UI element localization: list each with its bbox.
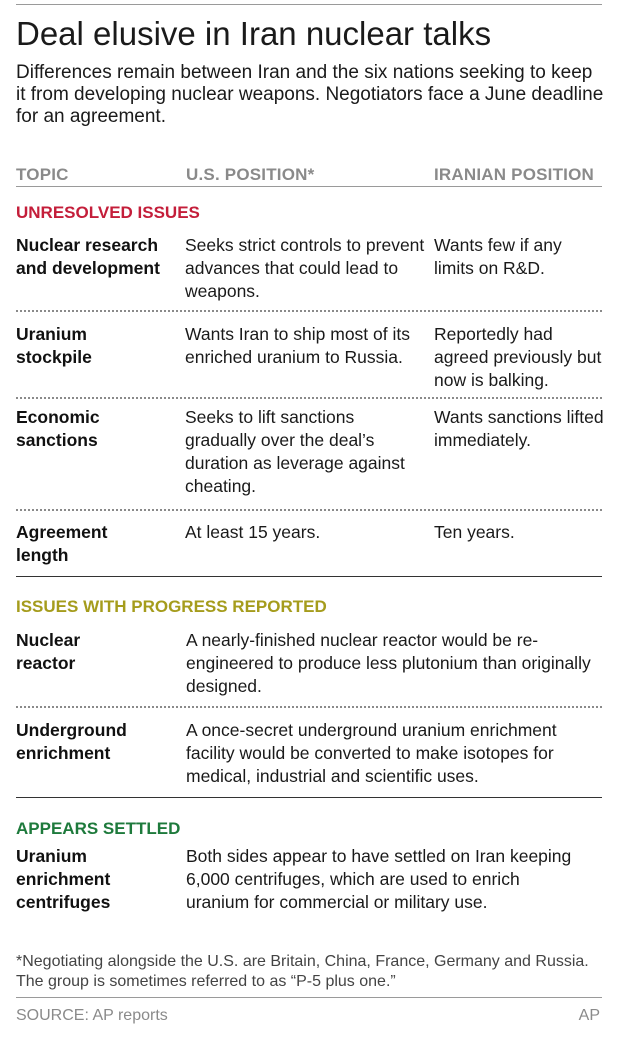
- iranian-position-cell: Wants sanctions lifted immediately.: [434, 407, 604, 450]
- footnote: *Negotiating alongside the U.S. are Britain, China, France, Germany and Russia. The group is sometimes referred to as “P-5 plus one.”: [16, 953, 589, 990]
- iranian-position-cell: Wants few if any limits on R&D.: [434, 235, 562, 278]
- header-rule: [16, 186, 602, 187]
- iranian-position-cell: Reportedly had agreed previously but now is balking.: [434, 324, 602, 390]
- row-divider: [16, 397, 602, 399]
- section-divider: [16, 576, 602, 577]
- section-heading-unresolved: UNRESOLVED ISSUES: [16, 203, 200, 222]
- section-heading-progress: ISSUES WITH PROGRESS REPORTED: [16, 597, 327, 616]
- topic-cell: Underground enrichment: [16, 720, 127, 763]
- column-header-iranian-position: IRANIAN POSITION: [434, 165, 594, 184]
- page-title: Deal elusive in Iran nuclear talks: [16, 15, 492, 52]
- column-header-topic: TOPIC: [16, 165, 69, 184]
- topic-cell: Uranium stockpile: [16, 324, 92, 367]
- topic-cell: Uranium enrichment centrifuges: [16, 846, 111, 912]
- source-line: SOURCE: AP reports: [16, 1007, 168, 1024]
- row-divider: [16, 706, 602, 708]
- credit-label: AP: [578, 1007, 600, 1024]
- bottom-rule: [16, 997, 602, 998]
- topic-cell: Agreement length: [16, 522, 108, 565]
- us-position-cell: Wants Iran to ship most of its enriched uranium to Russia.: [185, 324, 410, 367]
- section-divider: [16, 797, 602, 798]
- topic-cell: Nuclear research and development: [16, 235, 160, 278]
- iranian-position-cell: Ten years.: [434, 522, 515, 542]
- topic-cell: Nuclear reactor: [16, 630, 81, 673]
- us-position-cell: Seeks to lift sanctions gradually over the deal’s duration as leverage against cheating.: [185, 407, 405, 496]
- section-heading-settled: APPEARS SETTLED: [16, 819, 181, 838]
- row-divider: [16, 509, 602, 511]
- detail-cell: Both sides appear to have settled on Iran keeping 6,000 centrifuges, which are used to enrich uranium for commercial or military use.: [186, 846, 572, 912]
- page-subtitle: Differences remain between Iran and the six nations seeking to keep it from developing nuclear weapons. Negotiators face a June deadline for an agreement.: [16, 62, 604, 127]
- us-position-cell: Seeks strict controls to prevent advances that could lead to weapons.: [185, 235, 425, 301]
- detail-cell: A nearly-finished nuclear reactor would be re-engineered to produce less plutonium than originally designed.: [186, 630, 591, 696]
- top-rule: [16, 4, 602, 5]
- detail-cell: A once-secret underground uranium enrichment facility would be converted to make isotopes for medical, industrial and scientific uses.: [186, 720, 557, 786]
- topic-cell: Economic sanctions: [16, 407, 100, 450]
- us-position-cell: At least 15 years.: [185, 522, 321, 542]
- row-divider: [16, 310, 602, 312]
- column-header-us-position: U.S. POSITION*: [186, 165, 315, 184]
